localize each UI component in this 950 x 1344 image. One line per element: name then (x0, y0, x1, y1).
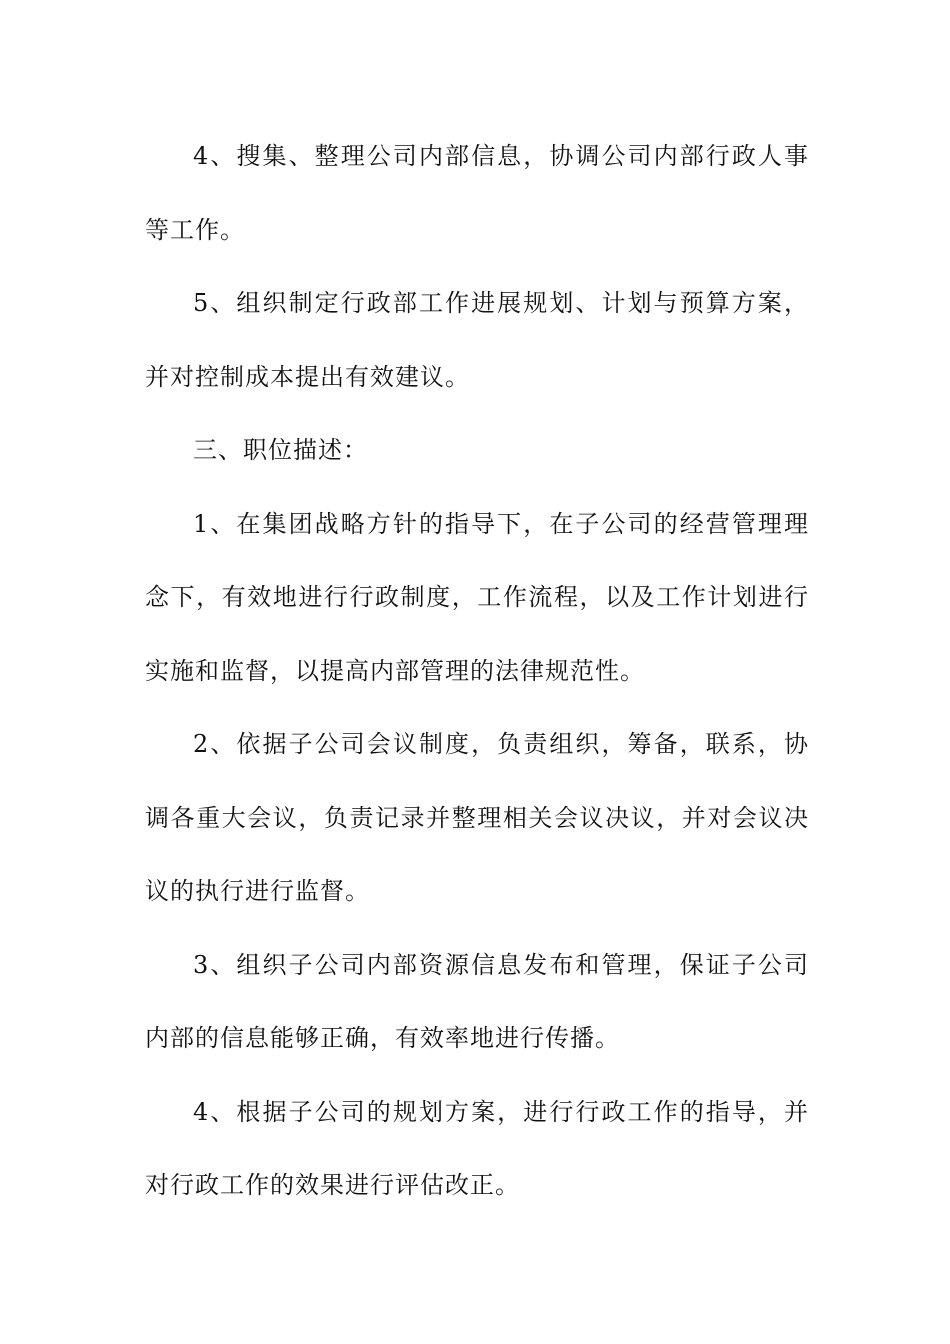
section-heading-job-description: 三、职位描述： (193, 436, 368, 464)
paragraph-desc-3: 3、组织子公司内部资源信息发布和管理，保证子公司内部的信息能够正确，有效率地进行传播。 (145, 950, 809, 1052)
paragraph-item-5-planning: 5、组织制定行政部工作进展规划、计划与预算方案，并对控制成本提出有效建议。 (145, 289, 809, 391)
paragraph-desc-2: 2、依据子公司会议制度，负责组织，筹备，联系，协调各重大会议，负责记录并整理相关会议决议，并对会议决议的执行进行监督。 (145, 730, 809, 905)
document-body (145, 120, 809, 1223)
paragraph-desc-4: 4、根据子公司的规划方案，进行行政工作的指导，并对行政工作的效果进行评估改正。 (145, 1097, 809, 1199)
paragraph-desc-1: 1、在集团战略方针的指导下，在子公司的经营管理理念下，有效地进行行政制度，工作流程，以及工作计划进行实施和监督，以提高内部管理的法律规范性。 (145, 509, 809, 685)
paragraph-item-4-collect-info: 4、搜集、整理公司内部信息，协调公司内部行政人事等工作。 (145, 142, 809, 244)
